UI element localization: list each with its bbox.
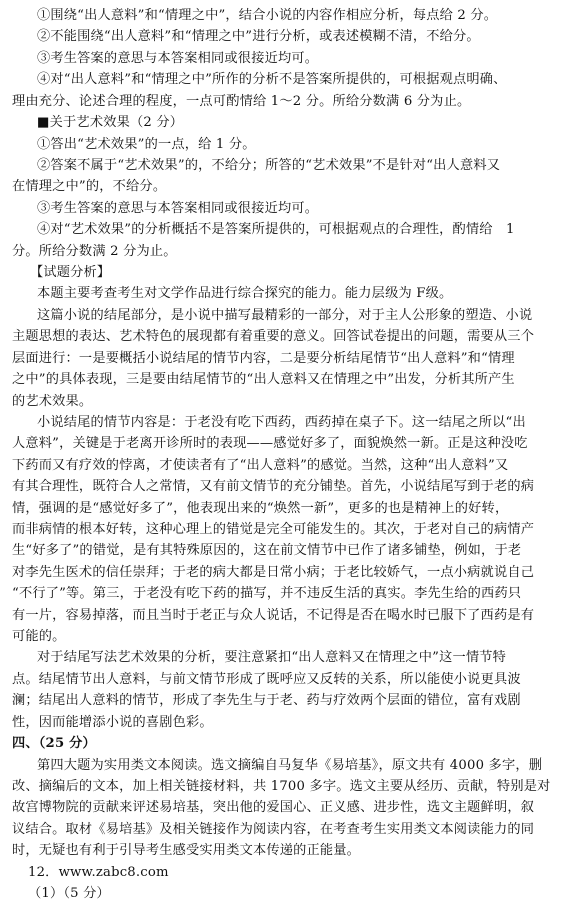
text-line: “不行了”等。第三，于老没有吃下药的描写，并不违反生活的真实。李先生给的西药只 — [12, 586, 522, 602]
text-line: ②不能围绕“出人意料”和“情理之中”进行分析，或表述模糊不清，不给分。 — [37, 29, 480, 45]
text-line: ①围绕“出人意料”和“情理之中”，结合小说的内容作相应分析，每点给 2 分。 — [37, 8, 498, 23]
text-line: 之中”的具体表现，三是要由结尾情节的“出人意料又在情理之中”出发，分析其所产生 — [12, 372, 515, 387]
text-line: 议结合。取材《易培基》及相关链接作为阅读内容，在考查考生实用类文本阅读能力的同 — [12, 821, 535, 837]
text-line: 生“好多了”的错觉，是有其特殊原因的，这在前文情节中已作了诸多铺垫，例如，于老 — [12, 543, 522, 559]
text-line: 第四大题为实用类文本阅读。选文摘编自马复华《易培基》，原文共有 4000 多字，删 — [37, 757, 543, 773]
text-line: 点。结尾情节出人意料，与前文情节形成了既呼应又反转的关系，所以能使小说更具波 — [12, 671, 521, 687]
text-line: 在情理之中”的，不给分。 — [12, 179, 167, 195]
text-line: ④对“艺术效果”的分析概括不是答案所提供的，可根据观点的合理性，酌情给 1 — [37, 222, 515, 238]
text-line: 有其合理性，既符合人之常情，又有前文情节的充分铺垫。首先，小说结尾写到于老的病 — [12, 479, 535, 495]
text-line: 这篇小说的结尾部分，是小说中描写最精彩的一部分，对于主人公形象的塑造、小说 — [37, 307, 533, 323]
section-heading: 四、（25 分） — [12, 736, 96, 752]
text-line: 小说结尾的情节内容是：于老没有吃下西药，西药掉在桌子下。这一结尾之所以“出 — [37, 414, 526, 430]
text-line: 分。所给分数满 2 分为止。 — [12, 243, 177, 259]
text-line: 下药而又有疗效的悖离，才使读者有了“出人意料”的感觉。当然，这种“出人意料”又 — [12, 457, 509, 473]
text-line: ④对“出人意料”和“情理之中”所作的分析不是答案所提供的，可根据观点明确、 — [37, 72, 507, 88]
sub-question: （1）（5 分） — [28, 886, 110, 901]
text-line: 的艺术效果。 — [12, 393, 93, 409]
text-line: ③考生答案的意思与本答案相同或很接近均可。 — [37, 50, 319, 66]
text-line: 对于结尾写法艺术效果的分析，要注意紧扣“出人意料又在情理之中”这一情节特 — [37, 650, 507, 666]
text-line: 层面进行：一是要概括小说结尾的情节内容，二是要分析结尾情节“出人意料”和“情理 — [12, 350, 515, 366]
text-line: 而非病情的根本好转，这种心理上的错觉是完全可能发生的。其次，于老对自己的病情产 — [12, 522, 535, 537]
section-heading: ■关于艺术效果（2 分） — [37, 115, 184, 131]
text-line: 性，因而能增添小说的喜剧色彩。 — [12, 714, 213, 730]
text-line: 本题主要考查考生对文学作品进行综合探究的能力。能力层级为 F级。 — [37, 286, 453, 302]
text-line: 可能的。 — [12, 629, 66, 644]
section-heading: 【试题分析】 — [30, 265, 111, 280]
text-line: 时，无疑也有利于引导考生感受实用类文本传递的正能量。 — [12, 843, 361, 859]
text-line: 对李先生医术的信任崇拜；于老的病大都是日常小病；于老比较娇气，一点小病就说自己 — [12, 564, 535, 580]
text-line: 主题思想的表达、艺术特色的展现都有着重要的意义。回答试卷提出的问题，需要从三个 — [12, 329, 535, 345]
text-line: 情，强调的是“感觉好多了”，他表现出来的“焕然一新”，更多的也是精神上的好转， — [12, 500, 509, 516]
text-line: 澜；结尾出人意料的情节，形成了李先生与于老、药与疗效两个层面的错位，富有戏剧 — [12, 693, 521, 709]
text-line: ③考生答案的意思与本答案相同或很接近均可。 — [37, 200, 319, 216]
text-line: 故宫博物院的贡献来评述易培基，突出他的爱国心、正义感、进步性，选文主题鲜明，叙 — [12, 800, 535, 816]
text-line: 改、摘编后的文本，加上相关链接材料，共 1700 多字。选文主要从经历、贡献，特别是对 — [12, 778, 551, 794]
text-line: 理由充分、论述合理的程度，一点可酌情给 1～2 分。所给分数满 6 分为止。 — [12, 93, 471, 109]
text-line: ②答案不属于“艺术效果”的，不给分；所答的“艺术效果”不是针对“出人意料又 — [37, 157, 501, 173]
text-line: 人意料”，关键是于老离开诊所时的表现——感觉好多了，面貌焕然一新。正是这种没吃 — [12, 436, 528, 452]
text-line: 有一片，容易掉落，而且当时于老正与众人说话，不记得是否在喝水时已服下了西药是有 — [12, 607, 535, 623]
question-number: 12．www.zabc8.com — [28, 864, 169, 880]
text-line: ①答出“艺术效果”的一点，给 1 分。 — [37, 136, 256, 152]
